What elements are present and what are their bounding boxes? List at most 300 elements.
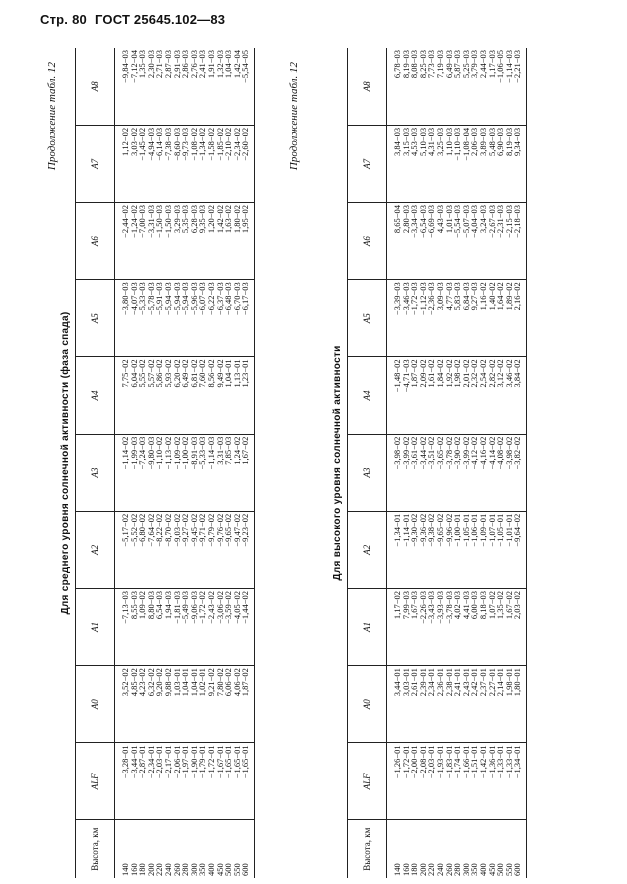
value-cell: 7,60−02	[198, 357, 207, 434]
value-cell: −2,43−02	[207, 588, 216, 665]
value-cell: −6,17−03	[241, 280, 254, 357]
value-cell: 5,35−03	[181, 203, 190, 280]
value-cell: −8,70−02	[164, 511, 173, 588]
value-cell: −1,00−02	[181, 434, 190, 511]
value-cell: 6,49−02	[181, 357, 190, 434]
value-cell: −2,60−02	[241, 125, 254, 202]
value-cell: 3,09−03	[436, 280, 445, 357]
column-header: A4	[348, 357, 387, 434]
value-cell: 8,55−03	[130, 588, 139, 665]
value-cell: −3,98−02	[387, 434, 402, 511]
value-cell: −3,46−03	[402, 280, 411, 357]
value-cell: −1,65−01	[224, 743, 233, 820]
value-cell: 9,35−03	[198, 203, 207, 280]
column-header: A1	[348, 588, 387, 665]
value-cell: −5,94−03	[164, 280, 173, 357]
value-cell: 8,25−03	[419, 48, 428, 125]
column-header: A0	[76, 666, 115, 743]
value-cell: 2,03−02	[513, 588, 526, 665]
value-cell: 6,28−03	[190, 203, 199, 280]
value-cell: −9,79−02	[207, 511, 216, 588]
value-cell: −2,26−03	[419, 588, 428, 665]
column-header: A8	[348, 48, 387, 125]
value-cell: 4,31−03	[427, 125, 436, 202]
rotated-page-body	[0, 24, 627, 884]
value-cell: −1,08−04	[462, 125, 471, 202]
column-header: A6	[76, 203, 115, 280]
standard-designation: ГОСТ 25645.102—83	[94, 12, 226, 27]
value-cell: −1,48−02	[387, 357, 402, 434]
value-cell: −4,08−02	[496, 434, 505, 511]
value-cell: −3,78−03	[445, 588, 454, 665]
value-cell: −6,69−03	[427, 203, 436, 280]
value-cell: −2,34−01	[147, 743, 156, 820]
value-cell: −3,82−02	[513, 434, 526, 511]
value-cell: 6,06−02	[224, 666, 233, 743]
value-cell: −2,00−01	[410, 743, 419, 820]
value-cell: −8,91−03	[190, 434, 199, 511]
value-cell: 6,20−02	[173, 357, 182, 434]
value-cell: 5,93−02	[164, 357, 173, 434]
value-cell: 7,19−03	[436, 48, 445, 125]
value-cell: −1,14−02	[115, 434, 130, 511]
value-cell: 2,38−01	[445, 666, 454, 743]
value-cell: −4,94−03	[147, 125, 156, 202]
altitude-cell: 180	[409, 863, 420, 876]
value-cell: 1,10−03	[445, 125, 454, 202]
value-cell: 3,15−03	[402, 125, 411, 202]
value-cell: 1,12−02	[115, 125, 130, 202]
value-cell: −5,52−02	[130, 511, 139, 588]
value-cell: −1,06−01	[470, 511, 479, 588]
value-cell: −5,49−03	[181, 588, 190, 665]
value-cell: −1,51−01	[470, 743, 479, 820]
value-cell: 5,87−03	[453, 48, 462, 125]
value-cell: 6,32−02	[147, 666, 156, 743]
value-cell: −6,07−03	[198, 280, 207, 357]
value-cell: −2,87−01	[138, 743, 147, 820]
value-cell: −1,36−01	[488, 743, 497, 820]
value-cell: −3,28−01	[115, 743, 130, 820]
value-cell: 3,89−03	[479, 125, 488, 202]
value-cell: 2,16−02	[513, 280, 526, 357]
value-cell: 3,03−02	[130, 125, 139, 202]
value-cell: −7,13−03	[115, 588, 130, 665]
value-cell: 1,20−02	[207, 203, 216, 280]
altitude-cell: 600	[240, 863, 251, 876]
value-cell: −8,60−03	[173, 125, 182, 202]
value-cell: −1,10−03	[453, 125, 462, 202]
value-cell: −2,21−03	[513, 48, 526, 125]
table-row	[387, 48, 402, 878]
altitude-cell: 280	[180, 863, 191, 876]
value-cell: −1,81−03	[173, 588, 182, 665]
value-cell: 2,42−01	[470, 666, 479, 743]
section-medium-activity	[46, 48, 255, 878]
value-cell: 2,54−02	[479, 357, 488, 434]
value-cell: 3,31−03	[216, 434, 225, 511]
altitude-cell: 260	[443, 863, 454, 876]
value-cell: 1,61−02	[427, 357, 436, 434]
value-cell: −2,10−02	[224, 125, 233, 202]
value-cell: −2,34−02	[233, 125, 242, 202]
value-cell: −3,61−02	[410, 434, 419, 511]
value-cell: 1,04−03	[224, 48, 233, 125]
value-cell: −1,14−03	[207, 434, 216, 511]
value-cell: 1,40−02	[488, 280, 497, 357]
value-cell: 5,83−03	[453, 280, 462, 357]
value-cell: −6,37−03	[216, 280, 225, 357]
section-caption: Для среднего уровня солнечной активности (фаза спада)	[60, 311, 71, 615]
value-cell: 8,80−03	[147, 588, 156, 665]
value-cell: 1,87−02	[241, 666, 254, 743]
altitude-cell: 200	[145, 863, 156, 876]
value-cell: 3,84−02	[513, 357, 526, 434]
value-cell: −9,38−02	[427, 511, 436, 588]
column-header: Высота, км	[76, 820, 115, 878]
value-cell: 1,84−02	[436, 357, 445, 434]
altitude-cell: 450	[214, 863, 225, 876]
value-cell: −2,03−01	[155, 743, 164, 820]
value-cell: −1,65−01	[233, 743, 242, 820]
value-cell: −1,99−03	[130, 434, 139, 511]
value-cell: −1,72−03	[410, 280, 419, 357]
value-cell: −1,34−01	[387, 511, 402, 588]
value-cell: −1,10−02	[155, 434, 164, 511]
value-cell: 1,91−03	[207, 48, 216, 125]
section-high-activity	[288, 48, 527, 878]
value-cell: −9,65−02	[224, 511, 233, 588]
value-cell: 2,06−03	[470, 125, 479, 202]
value-cell: −4,07−03	[130, 280, 139, 357]
value-cell: 5,55−02	[138, 357, 147, 434]
value-cell: 9,20−02	[155, 666, 164, 743]
value-cell: −7,64−02	[147, 511, 156, 588]
value-cell: −5,94−03	[181, 280, 190, 357]
table-header-row	[348, 48, 387, 878]
value-cell: 1,63−02	[224, 203, 233, 280]
table-row	[513, 48, 526, 878]
value-cell: −3,34−03	[410, 203, 419, 280]
column-header: Высота, км	[348, 820, 387, 878]
value-cell: 1,80−02	[233, 203, 242, 280]
value-cell: 6,00−03	[470, 588, 479, 665]
value-cell: −1,67−01	[216, 743, 225, 820]
column-header: A5	[76, 280, 115, 357]
value-cell: 7,80−02	[216, 666, 225, 743]
value-cell: −1,34−02	[198, 125, 207, 202]
value-cell: −1,05−01	[462, 511, 471, 588]
value-cell: −1,85−02	[216, 125, 225, 202]
value-cell: 8,56−02	[207, 357, 216, 434]
altitude-cell: 140	[120, 863, 130, 876]
value-cell: −5,94−03	[173, 280, 182, 357]
value-cell: −1,26−01	[387, 743, 402, 820]
value-cell: 4,85−02	[130, 666, 139, 743]
value-cell: −1,72−01	[207, 743, 216, 820]
value-cell: 1,24−02	[233, 434, 242, 511]
value-cell: 1,98−02	[453, 357, 462, 434]
altitude-cell: 300	[460, 863, 471, 876]
value-cell: −3,39−03	[387, 280, 402, 357]
value-cell: 1,32−03	[216, 48, 225, 125]
value-cell: 9,21−02	[207, 666, 216, 743]
value-cell: 9,49−02	[216, 357, 225, 434]
value-cell: 2,87−03	[164, 48, 173, 125]
continuation-label: Продолжение табл. 12	[288, 62, 300, 171]
value-cell: 1,98−01	[505, 666, 514, 743]
value-cell: −3,80−03	[115, 280, 130, 357]
value-cell: 1,80−01	[513, 666, 526, 743]
page-label: Стр.	[40, 12, 69, 27]
value-cell: 1,67−03	[410, 588, 419, 665]
value-cell: 8,19−03	[402, 48, 411, 125]
value-cell: 1,17−02	[387, 588, 402, 665]
value-cell: −5,33−03	[138, 280, 147, 357]
value-cell: −4,14−02	[488, 434, 497, 511]
value-cell: 3,44−01	[387, 666, 402, 743]
value-cell: −5,78−03	[147, 280, 156, 357]
value-cell: −3,99−02	[402, 434, 411, 511]
value-cell: −9,03−02	[173, 511, 182, 588]
value-cell: −3,44−02	[419, 434, 428, 511]
value-cell: −1,72−01	[402, 743, 411, 820]
value-cell: −9,80−03	[147, 434, 156, 511]
value-cell: 1,42−02	[216, 203, 225, 280]
altitude-cell: 400	[477, 863, 488, 876]
value-cell: −7,12−04	[130, 48, 139, 125]
value-cell: 6,78−03	[387, 48, 402, 125]
altitude-cell: 260	[171, 863, 182, 876]
value-cell: 8,19−03	[505, 125, 514, 202]
value-cell: 5,57−02	[147, 357, 156, 434]
value-cell: −2,18−03	[513, 203, 526, 280]
value-cell: 2,86−03	[181, 48, 190, 125]
value-cell: 3,25−03	[436, 125, 445, 202]
table-body	[387, 48, 527, 878]
altitude-cell: 300	[188, 863, 199, 876]
value-cell: 2,34−01	[427, 666, 436, 743]
value-cell: 4,06−02	[233, 666, 242, 743]
value-cell: −6,70−03	[233, 280, 242, 357]
value-cell: 1,16−02	[479, 280, 488, 357]
value-cell: −4,16−02	[479, 434, 488, 511]
altitude-cell: 600	[512, 863, 523, 876]
value-cell: −6,48−03	[224, 280, 233, 357]
value-cell: 1,13−01	[233, 357, 242, 434]
value-cell: 8,65−04	[387, 203, 402, 280]
value-cell: 1,01−03	[445, 203, 454, 280]
value-cell: 3,24−03	[479, 203, 488, 280]
value-cell: 5,10−03	[419, 125, 428, 202]
value-cell: −6,14−03	[155, 125, 164, 202]
value-cell: −9,30−02	[410, 511, 419, 588]
column-header: A5	[348, 280, 387, 357]
coefficients-table	[347, 48, 527, 878]
value-cell: 3,29−03	[173, 203, 182, 280]
table-row	[241, 48, 254, 878]
value-cell: −3,93−03	[436, 588, 445, 665]
value-cell: −2,03−01	[427, 743, 436, 820]
value-cell: −9,27−02	[181, 511, 190, 588]
value-cell: 4,53−03	[410, 125, 419, 202]
value-cell: −9,06−03	[190, 588, 199, 665]
value-cell: −9,84−03	[115, 48, 130, 125]
value-cell: −1,06−05	[496, 48, 505, 125]
value-cell: −6,54−03	[419, 203, 428, 280]
value-cell: 3,46−02	[505, 357, 514, 434]
value-cell: 2,76−03	[190, 48, 199, 125]
value-cell: 1,17−03	[488, 48, 497, 125]
value-cell: −1,90−01	[190, 743, 199, 820]
value-cell: −9,73−03	[181, 125, 190, 202]
altitude-cell: 200	[417, 863, 428, 876]
value-cell: 1,23−01	[241, 357, 254, 434]
altitude-cell: 550	[503, 863, 514, 876]
value-cell: −9,23−02	[241, 511, 254, 588]
value-cell: −1,33−01	[505, 743, 514, 820]
value-cell: 5,25−03	[462, 48, 471, 125]
value-cell: −3,31−03	[147, 203, 156, 280]
value-cell: −1,50−03	[155, 203, 164, 280]
value-cell: −3,90−02	[453, 434, 462, 511]
value-cell: −1,83−01	[445, 743, 454, 820]
column-header: A8	[76, 48, 115, 125]
value-cell: 1,04−01	[224, 357, 233, 434]
value-cell: 2,39−01	[419, 666, 428, 743]
value-cell: −9,64−02	[513, 511, 526, 588]
value-cell: −1,93−01	[436, 743, 445, 820]
altitude-cell: 220	[426, 863, 437, 876]
altitude-cell: 160	[128, 863, 139, 876]
column-header: A3	[348, 434, 387, 511]
table-row	[115, 48, 130, 878]
value-cell: −1,05−01	[496, 511, 505, 588]
value-cell: 7,73−03	[427, 48, 436, 125]
value-cell: −4,71−03	[402, 357, 411, 434]
value-cell: −1,33−01	[496, 743, 505, 820]
column-header: A7	[76, 125, 115, 202]
value-cell: 1,03−01	[173, 666, 182, 743]
coefficients-table	[75, 48, 255, 878]
value-cell: −3,98−02	[505, 434, 514, 511]
value-cell: 6,84−03	[462, 280, 471, 357]
value-cell: 3,79−03	[470, 48, 479, 125]
value-cell: 6,49−03	[445, 48, 454, 125]
value-cell: −1,01−01	[505, 511, 514, 588]
value-cell: 1,07−02	[488, 588, 497, 665]
value-cell: −7,00−03	[138, 203, 147, 280]
column-header: A7	[348, 125, 387, 202]
value-cell: −5,54−03	[453, 203, 462, 280]
table-header-row	[76, 48, 115, 878]
value-cell: −1,97−01	[181, 743, 190, 820]
value-cell: −9,96−02	[445, 511, 454, 588]
value-cell: −5,07−03	[462, 203, 471, 280]
value-cell: 2,61−01	[410, 666, 419, 743]
value-cell: 1,02−01	[198, 666, 207, 743]
value-cell: −2,31−03	[496, 203, 505, 280]
value-cell: −3,43−03	[427, 588, 436, 665]
value-cell: 1,94−03	[164, 588, 173, 665]
value-cell: 1,64−02	[496, 280, 505, 357]
value-cell: −1,50−03	[164, 203, 173, 280]
value-cell: −2,17−01	[164, 743, 173, 820]
value-cell: 2,37−01	[479, 666, 488, 743]
column-header: A2	[348, 511, 387, 588]
value-cell: −1,58−02	[207, 125, 216, 202]
value-cell: 8,08−03	[410, 48, 419, 125]
value-cell: 9,34−03	[513, 125, 526, 202]
value-cell: 1,92−02	[445, 357, 454, 434]
value-cell: −1,79−01	[198, 743, 207, 820]
value-cell: −4,05−02	[233, 588, 242, 665]
value-cell: −3,59−02	[224, 588, 233, 665]
value-cell: −1,07−01	[488, 511, 497, 588]
value-cell: −9,36−02	[419, 511, 428, 588]
value-cell: 1,67−02	[505, 588, 514, 665]
value-cell: −1,74−01	[453, 743, 462, 820]
value-cell: 2,41−03	[198, 48, 207, 125]
value-cell: 7,85−03	[224, 434, 233, 511]
section-caption: Для высокого уровня солнечной активности	[332, 345, 343, 581]
value-cell: −6,80−02	[138, 511, 147, 588]
value-cell: −1,13−02	[164, 434, 173, 511]
continuation-label: Продолжение табл. 12	[46, 62, 58, 171]
altitude-cell: 450	[486, 863, 497, 876]
value-cell: 8,18−03	[479, 588, 488, 665]
value-cell: −3,65−02	[436, 434, 445, 511]
column-header: A3	[76, 434, 115, 511]
value-cell: 2,41−01	[453, 666, 462, 743]
value-cell: 6,81−02	[190, 357, 199, 434]
value-cell: −1,14−01	[402, 511, 411, 588]
value-cell: −3,51−02	[427, 434, 436, 511]
page-number: 80	[72, 12, 87, 27]
value-cell: −1,65−01	[241, 743, 254, 820]
value-cell: 1,04−01	[181, 666, 190, 743]
value-cell: −8,22−02	[155, 511, 164, 588]
value-cell: −4,04−03	[470, 203, 479, 280]
altitude-cell: 180	[137, 863, 148, 876]
value-cell: −1,08−02	[190, 125, 199, 202]
value-cell: −1,45−02	[138, 125, 147, 202]
value-cell: −4,12−02	[470, 434, 479, 511]
value-cell: 7,75−02	[115, 357, 130, 434]
value-cell: −9,65−02	[436, 511, 445, 588]
value-cell: −1,34−01	[513, 743, 526, 820]
value-cell: 1,87−02	[410, 357, 419, 434]
value-cell: 1,35−03	[138, 48, 147, 125]
value-cell: 9,27−03	[470, 280, 479, 357]
altitude-cell: 140	[392, 863, 402, 876]
value-cell: 5,48−03	[488, 125, 497, 202]
value-cell: 6,04−02	[130, 357, 139, 434]
value-cell: 4,23−02	[138, 666, 147, 743]
value-cell: 2,14−01	[496, 666, 505, 743]
value-cell: 3,52−02	[115, 666, 130, 743]
value-cell: −1,44−02	[241, 588, 254, 665]
value-cell: −1,09−01	[479, 511, 488, 588]
value-cell: 2,36−01	[436, 666, 445, 743]
value-cell: 2,91−03	[173, 48, 182, 125]
value-cell: −1,24−02	[130, 203, 139, 280]
altitude-cell: 220	[154, 863, 165, 876]
value-cell: −7,24−03	[138, 434, 147, 511]
value-cell: 1,67−02	[241, 434, 254, 511]
value-cell: −5,17−02	[115, 511, 130, 588]
value-cell: −2,06−01	[173, 743, 182, 820]
